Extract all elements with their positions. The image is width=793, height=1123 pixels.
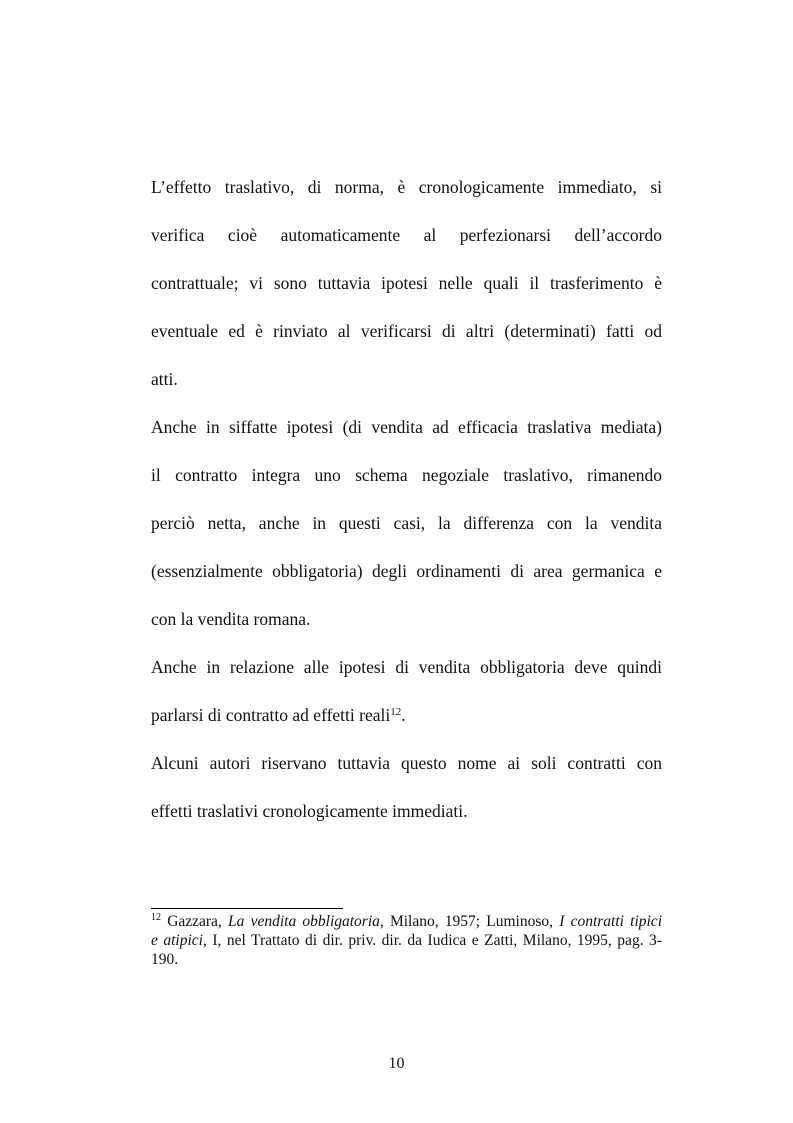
text-line: Anche in relazione alle ipotesi di vendita obbligatoria deve quindi bbox=[151, 657, 662, 677]
paragraph-2 bbox=[151, 403, 662, 643]
body-text bbox=[151, 163, 662, 835]
book-title: La vendita obbligatoria bbox=[228, 913, 380, 930]
footnote-reference[interactable]: 12 bbox=[390, 706, 402, 718]
book-title: e atipici bbox=[151, 932, 203, 949]
text-line: effetti traslativi cronologicamente immediati. bbox=[151, 801, 468, 821]
book-title: I contratti tipici bbox=[559, 913, 662, 930]
text-line: verifica cioè automaticamente al perfezionarsi dell’accordo bbox=[151, 225, 662, 245]
text-line: con la vendita romana. bbox=[151, 609, 311, 629]
text-line: L’effetto traslativo, di norma, è cronologicamente immediato, si bbox=[151, 177, 662, 197]
text-line-with-note bbox=[151, 691, 662, 739]
footnote bbox=[151, 912, 662, 969]
text-line: Anche in siffatte ipotesi (di vendita ad efficacia traslativa mediata) bbox=[151, 417, 662, 437]
text-line: (essenzialmente obbligatoria) degli ordinamenti di area germanica e bbox=[151, 561, 662, 581]
paragraph-1 bbox=[151, 163, 662, 403]
text-line: perciò netta, anche in questi casi, la differenza con la vendita bbox=[151, 513, 662, 533]
page-number: 10 bbox=[388, 1055, 405, 1072]
text-line: Alcuni autori riservano tuttavia questo nome ai soli contratti con bbox=[151, 753, 662, 773]
footnote-separator bbox=[151, 908, 343, 909]
text-segment: parlarsi di contratto ad effetti reali bbox=[151, 705, 391, 725]
text-line: atti. bbox=[151, 369, 178, 389]
footnote-number: 12 bbox=[151, 912, 161, 923]
text-segment: , I, nel Trattato di dir. priv. dir. da Iudica e Zatti, Milano, 1995, pag. 3- bbox=[202, 932, 662, 949]
text-segment: . bbox=[401, 705, 406, 725]
text-line: contrattuale; vi sono tuttavia ipotesi nelle quali il trasferimento è bbox=[151, 273, 662, 293]
text-segment: Gazzara, bbox=[161, 913, 229, 930]
text-line: il contratto integra uno schema negoziale traslativo, rimanendo bbox=[151, 465, 662, 485]
paragraph-4 bbox=[151, 739, 662, 835]
text-line: eventuale ed è rinviato al verificarsi di altri (determinati) fatti od bbox=[151, 321, 662, 341]
text-segment: , Milano, 1957; Luminoso, bbox=[379, 913, 560, 930]
paragraph-3 bbox=[151, 643, 662, 739]
footnote-line bbox=[151, 912, 662, 931]
footnote-line bbox=[151, 931, 662, 950]
footnote-line: 190. bbox=[151, 951, 179, 968]
